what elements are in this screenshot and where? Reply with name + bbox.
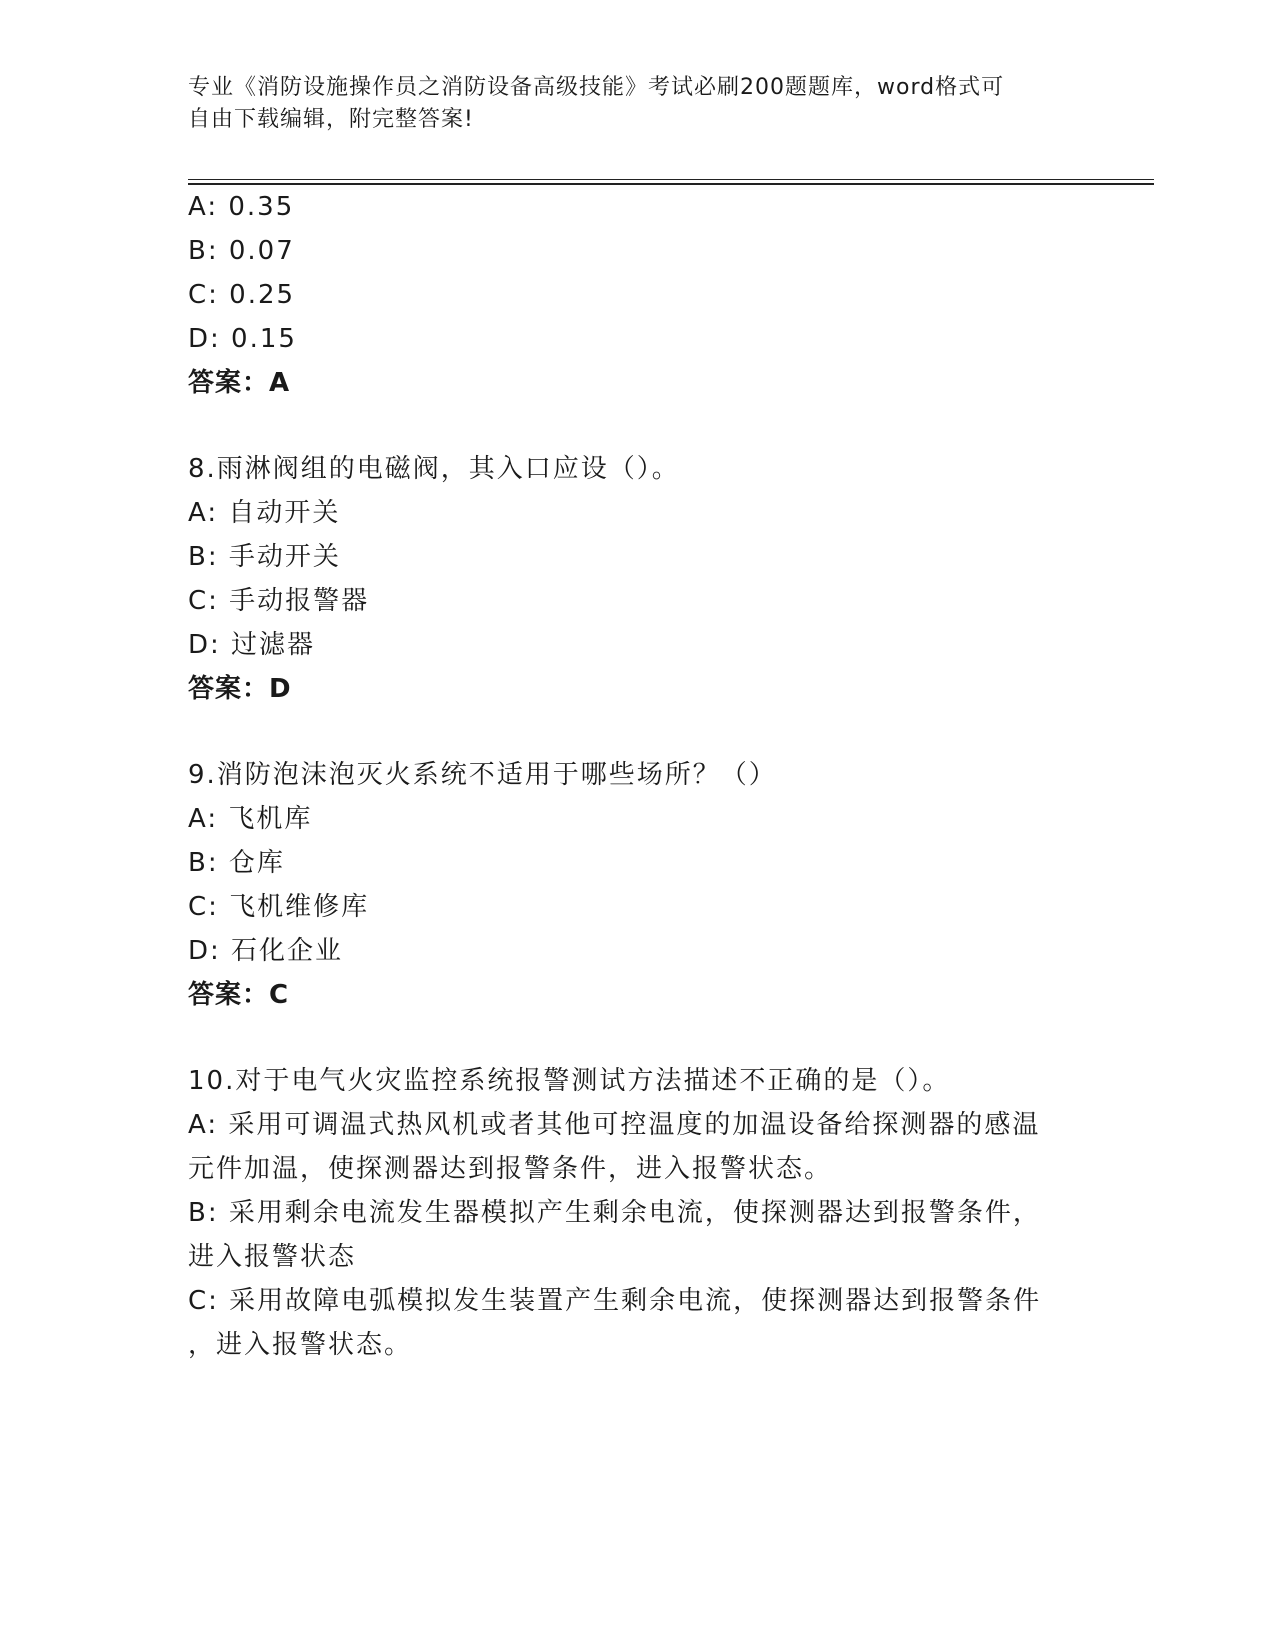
q10-option-c-line-2: ，进入报警状态。 (188, 1330, 413, 1360)
q7-option-a: A: 0.35 (188, 192, 295, 222)
q8-question: 8.雨淋阀组的电磁阀，其入口应设（）。 (188, 454, 680, 484)
q8-option-a: A: 自动开关 (188, 498, 341, 528)
q9-answer: 答案：C (188, 980, 290, 1010)
q7-option-b: B: 0.07 (188, 236, 295, 266)
header-divider-thick (188, 183, 1154, 185)
header-line-1: 专业《消防设施操作员之消防设备高级技能》考试必刷200题题库，word格式可 (188, 75, 1005, 100)
q9-option-d: D: 石化企业 (188, 936, 344, 966)
q7-answer: 答案：A (188, 368, 291, 398)
q10-option-a-line-1: A: 采用可调温式热风机或者其他可控温度的加温设备给探测器的感温 (188, 1110, 1041, 1140)
header-divider-thin (188, 179, 1154, 180)
q7-option-c: C: 0.25 (188, 280, 296, 310)
q10-option-b-line-1: B: 采用剩余电流发生器模拟产生剩余电流，使探测器达到报警条件， (188, 1198, 1041, 1228)
q10-option-b-line-2: 进入报警状态 (188, 1242, 357, 1272)
q9-option-b: B: 仓库 (188, 848, 285, 878)
q8-option-d: D: 过滤器 (188, 630, 316, 660)
q9-option-c: C: 飞机维修库 (188, 892, 370, 922)
q8-option-c: C: 手动报警器 (188, 586, 370, 616)
header-line-2: 自由下载编辑，附完整答案! (188, 107, 474, 132)
q9-question: 9.消防泡沫泡灭火系统不适用于哪些场所？（） (188, 760, 777, 790)
q10-option-a-line-2: 元件加温，使探测器达到报警条件，进入报警状态。 (188, 1154, 833, 1184)
q10-option-c-line-1: C: 采用故障电弧模拟发生装置产生剩余电流，使探测器达到报警条件 (188, 1286, 1042, 1316)
document-header (188, 72, 1088, 136)
q8-answer: 答案：D (188, 674, 292, 704)
q8-option-b: B: 手动开关 (188, 542, 341, 572)
q9-option-a: A: 飞机库 (188, 804, 313, 834)
q10-question: 10.对于电气火灾监控系统报警测试方法描述不正确的是（）。 (188, 1066, 951, 1096)
q7-option-d: D: 0.15 (188, 324, 297, 354)
